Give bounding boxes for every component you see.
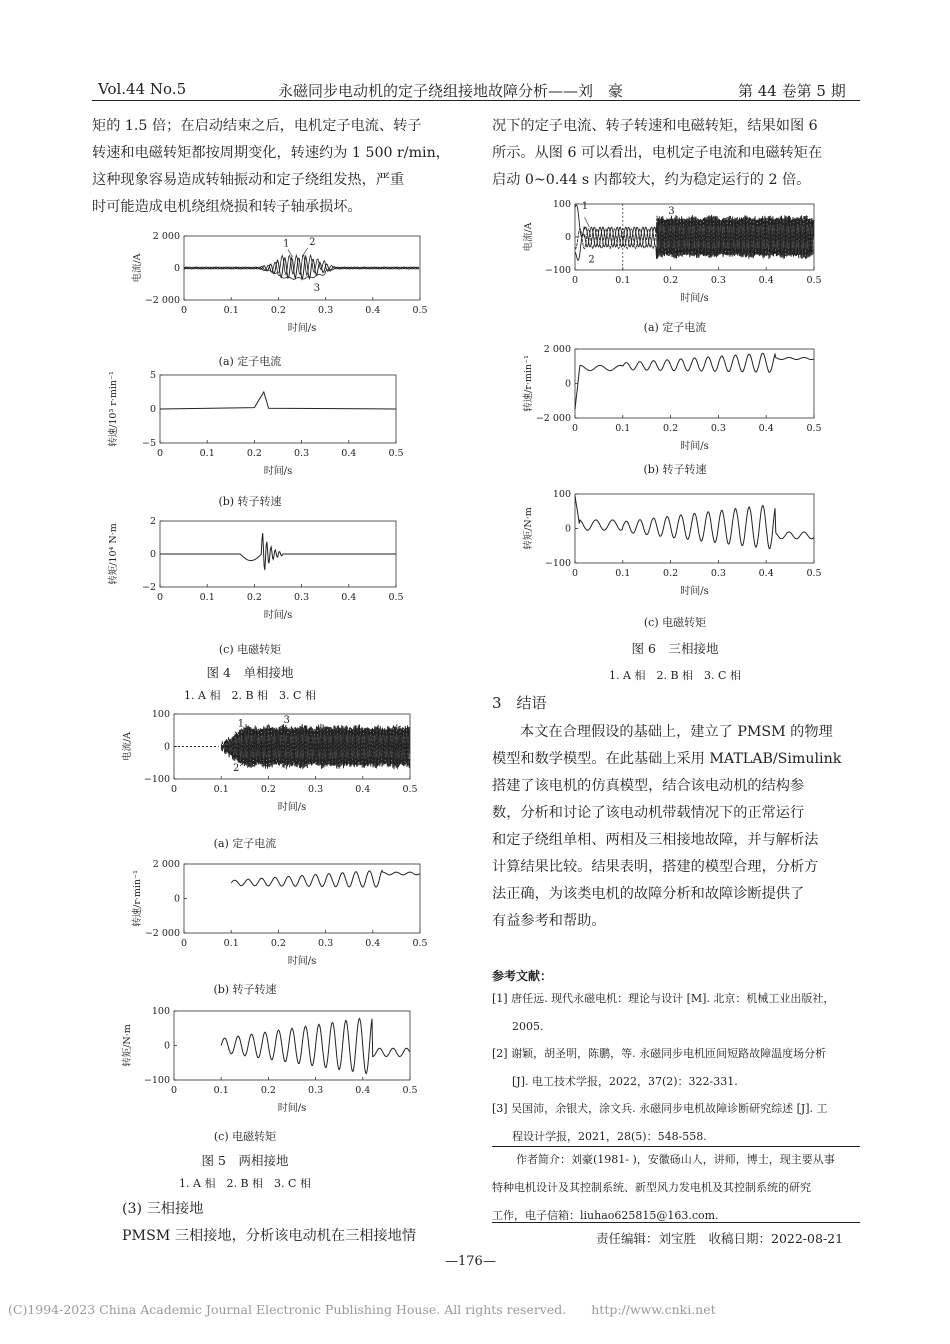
- fig5b-speed-line: [231, 871, 419, 888]
- fig5a-caption: (a) 定子电流: [213, 837, 277, 850]
- fig5a-ytick-label: −100: [143, 774, 170, 785]
- editor-rule: [492, 1222, 860, 1223]
- fig5b-xlabel: 时间/s: [287, 956, 317, 967]
- fig4a-series-b-label: 2: [309, 236, 316, 248]
- fig5a-ytick-label: 100: [151, 709, 170, 720]
- fig4-caption: 图 4 单相接地: [206, 665, 294, 680]
- fig4a-xtick-label: 0.3: [318, 305, 334, 316]
- fig6b-ytick-label: 2 000: [543, 344, 571, 355]
- fig4c-xtick-label: 0.3: [294, 592, 310, 603]
- fig6-legend: 1. A 相 2. B 相 3. C 相: [609, 669, 741, 682]
- fig6b-xtick-label: 0.2: [663, 423, 679, 434]
- fig4c-ytick-label: 0: [149, 549, 156, 560]
- reference-2: [2] 谢颖，胡圣明，陈鹏，等. 永磁同步电机匝间短路故障温度场分析 [J]. 电工技术学报，2022，37(2)：322-331.: [492, 1047, 827, 1088]
- fig4a-xtick-label: 0.1: [223, 305, 239, 316]
- conclusion-heading: 3 结语: [492, 694, 547, 712]
- fig4c-xtick-label: 0.2: [246, 592, 262, 603]
- header-issue: 第 44 卷第 5 期: [738, 82, 846, 100]
- fig4a-ylabel: 电流/A: [132, 253, 143, 283]
- fig5a-xtick-label: 0.4: [355, 784, 371, 795]
- fig6a-series-c-label: 3: [668, 205, 675, 217]
- fig4b-xtick-label: 0.4: [341, 448, 357, 459]
- fig5c-caption: (c) 电磁转矩: [213, 1130, 277, 1143]
- fig6b-ytick-label: −2 000: [535, 413, 571, 424]
- fig6c-xtick-label: 0: [571, 568, 579, 579]
- fig6c-xtick-label: 0.2: [663, 568, 679, 579]
- fig6a-ylabel: 电流/A: [523, 222, 534, 252]
- fig5b-caption: (b) 转子转速: [213, 983, 277, 996]
- page-number: —176—: [445, 1254, 496, 1269]
- fig6b-chart: [515, 335, 828, 454]
- fig5b-ylabel: 转速/r·min⁻¹: [132, 870, 143, 927]
- fig4a-chart: [124, 222, 434, 336]
- fig6c-xtick-label: 0.4: [758, 568, 774, 579]
- fig4b-xtick-label: 0.1: [199, 448, 215, 459]
- fig6b-xtick-label: 0.4: [758, 423, 774, 434]
- fig6c-ylabel: 转矩/N·m: [523, 507, 534, 550]
- fig5a-series-b-label: 2: [233, 762, 240, 774]
- reference-3: [3] 吴国沛，余银犬，涂文兵. 永磁同步电机故障诊断研究综述 [J]. 工 程设计学报，2021，28(5)：548-558.: [492, 1102, 828, 1143]
- fig4b-ytick-label: 5: [149, 370, 156, 381]
- fig6a-xtick-label: 0.5: [806, 275, 822, 286]
- fig4c-ylabel: 转矩/10⁴ N·m: [108, 523, 119, 585]
- right-paragraph: 况下的定子电流、转子转速和电磁转矩，结果如图 6 所示。从图 6 可以看出，电机定子电流和电磁转矩在 启动 0~0.44 s 内都较大，约为稳定运行的 2 倍。: [492, 118, 823, 188]
- fig6a-ytick-label: 100: [552, 199, 571, 210]
- fig4a-series-b-line: [184, 255, 419, 275]
- fig4c-xtick-label: 0.5: [388, 592, 404, 603]
- fig6b-speed-line: [575, 353, 814, 409]
- fig6b-xtick-label: 0.3: [710, 423, 726, 434]
- fig5b-chart: [124, 850, 434, 969]
- fig4a-xtick-label: 0.2: [270, 305, 286, 316]
- fig5b-xtick-label: 0: [180, 938, 188, 949]
- fig5a-xtick-label: 0.2: [260, 784, 276, 795]
- fig5a-xtick-label: 0.3: [308, 784, 324, 795]
- fig4a-ytick-label: 0: [173, 263, 180, 274]
- fig5c-ytick-label: −100: [143, 1075, 170, 1086]
- fig6c-ytick-label: −100: [544, 558, 571, 569]
- fig6a-series-b-label: 2: [588, 254, 595, 266]
- fig6c-xlabel: 时间/s: [680, 586, 709, 597]
- fig5a-xlabel: 时间/s: [277, 802, 307, 813]
- fig4a-xtick-label: 0: [180, 305, 188, 316]
- fig6a-xtick-label: 0.4: [758, 275, 774, 286]
- fig4a-series-a-label: 1: [283, 238, 290, 250]
- fig6-caption: 图 6 三相接地: [631, 641, 719, 656]
- fig4b-ylabel: 转速/10³ r·min⁻¹: [108, 371, 119, 447]
- fig5c-torque-line: [221, 1019, 409, 1074]
- fig6a-xtick-label: 0: [571, 275, 579, 286]
- fig4b-xtick-label: 0.5: [388, 448, 404, 459]
- references-heading: 参考文献：: [492, 969, 553, 983]
- fig6c-torque-line: [575, 496, 814, 549]
- fig5-caption: 图 5 两相接地: [201, 1153, 289, 1168]
- fig4a-leader-2: [302, 248, 308, 257]
- fig5b-ytick-label: −2 000: [144, 928, 180, 939]
- fig5b-xtick-label: 0.2: [270, 938, 286, 949]
- fig5c-ytick-label: 100: [151, 1006, 170, 1017]
- editor-info: 责任编辑：刘宝胜 收稿日期：2022-08-21: [596, 1231, 844, 1246]
- fig5c-xtick-label: 0.2: [260, 1085, 276, 1096]
- fig4a-xtick-label: 0.4: [365, 305, 381, 316]
- fig5c-chart: [114, 997, 424, 1116]
- fig5b-ytick-label: 0: [173, 893, 180, 905]
- fig4c-xlabel: 时间/s: [263, 610, 293, 621]
- fig5a-xtick-label: 0.1: [213, 784, 229, 795]
- fig5a-xtick-label: 0: [170, 784, 178, 795]
- fig4a-ytick-label: 2 000: [152, 231, 180, 242]
- fig4a-series-c-label: 3: [313, 283, 321, 295]
- fig4b-chart: [100, 361, 410, 479]
- fig6a-series-a-label: 1: [581, 200, 589, 212]
- fig6b-ytick-label: 0: [564, 378, 571, 390]
- fig6c-caption: (c) 电磁转矩: [643, 616, 707, 629]
- fig4b-xtick-label: 0: [156, 448, 164, 459]
- fig6b-xtick-label: 0: [571, 423, 579, 434]
- fig4c-chart: [100, 507, 410, 623]
- fig6c-chart: [515, 480, 828, 599]
- fig6c-ytick-label: 100: [552, 489, 571, 500]
- header-volume: Vol.44 No.5: [98, 80, 187, 98]
- fig5b-ytick-label: 2 000: [152, 859, 180, 870]
- fig5c-ylabel: 转矩/N·m: [122, 1024, 133, 1067]
- fig6b-ylabel: 转速/r·min⁻¹: [523, 355, 534, 412]
- fig6c-xtick-label: 0.1: [615, 568, 631, 579]
- fig4a-ytick-label: −2 000: [144, 295, 180, 306]
- fig6a-leader-1: [585, 217, 590, 227]
- fig5c-xlabel: 时间/s: [277, 1103, 307, 1114]
- fig6a-caption: (a) 定子电流: [643, 321, 707, 334]
- fig4a-xtick-label: 0.5: [412, 305, 428, 316]
- fig6a-xtick-label: 0.1: [615, 275, 631, 286]
- fig5c-xtick-label: 0.3: [308, 1085, 324, 1096]
- fig5a-series-c-label: 3: [283, 715, 290, 727]
- fig4c-xtick-label: 0.4: [341, 592, 357, 603]
- fig4c-xtick-label: 0: [156, 592, 164, 603]
- fig4a-caption: (a) 定子电流: [218, 355, 282, 368]
- fig5b-xtick-label: 0.1: [223, 938, 239, 949]
- fig4c-torque-line: [160, 533, 396, 570]
- fig5c-plot-frame: [174, 1011, 410, 1080]
- fig5a-series-a-label: 1: [237, 718, 245, 730]
- fig6b-xtick-label: 0.5: [806, 423, 822, 434]
- fig5-legend: 1. A 相 2. B 相 3. C 相: [179, 1177, 311, 1190]
- fig5a-ytick-label: 0: [163, 741, 170, 753]
- fig4a-leader-1: [288, 250, 293, 257]
- fig5a-chart: [114, 700, 424, 815]
- fig4c-ytick-label: 2: [149, 516, 156, 527]
- fig6b-xlabel: 时间/s: [680, 441, 709, 452]
- fig5c-xtick-label: 0.5: [402, 1085, 418, 1096]
- fig4a-xlabel: 时间/s: [287, 323, 317, 334]
- fig6c-xtick-label: 0.5: [806, 568, 822, 579]
- fig5a-ylabel: 电流/A: [122, 731, 133, 762]
- fig6b-caption: (b) 转子转速: [643, 463, 707, 476]
- fig6a-xtick-label: 0.2: [663, 275, 679, 286]
- header-title: 永磁同步电动机的定子绕组接地故障分析——刘 豪: [278, 82, 624, 100]
- fig4b-ytick-label: 0: [149, 404, 156, 415]
- fig5b-xtick-label: 0.5: [412, 938, 428, 949]
- fig6a-xlabel: 时间/s: [680, 293, 709, 304]
- fig5c-xtick-label: 0: [170, 1085, 178, 1096]
- fig6c-xtick-label: 0.3: [710, 568, 726, 579]
- fig5c-xtick-label: 0.1: [213, 1085, 229, 1096]
- fig6a-xtick-label: 0.3: [710, 275, 726, 286]
- fig4c-xtick-label: 0.1: [199, 592, 215, 603]
- left-paragraph: 矩的 1.5 倍；在启动结束之后，电机定子电流、转子 转速和电磁转矩都按周期变化，转速约为 1 500 r/min， 这种现象容易造成转轴振动和定子绕组发热，严重 时可能造成电机绕组烧损和转子轴承损坏。: [92, 118, 450, 215]
- fig6b-plot-frame: [575, 349, 814, 418]
- reference-1: [1] 唐任远. 现代永磁电机：理论与设计 [M]. 北京：机械工业出版社， 2005.: [492, 992, 835, 1033]
- fig5b-xtick-label: 0.3: [318, 938, 334, 949]
- fig5b-plot-frame: [184, 864, 420, 933]
- author-bio: 作者简介：刘豪(1981- )，安徽砀山人，讲师，博士，现主要从事 特种电机设计及其控制系统、新型风力发电机及其控制系统的研究 工作，电子信箱：liuhao625815@163.com.: [492, 1153, 835, 1222]
- fig5a-xtick-label: 0.5: [402, 784, 418, 795]
- fig4b-xlabel: 时间/s: [263, 466, 293, 477]
- fig4b-speed-line: [160, 392, 396, 409]
- fig6c-plot-frame: [575, 494, 814, 563]
- fig4b-ytick-label: −5: [141, 438, 156, 449]
- fig4c-ytick-label: −2: [141, 582, 156, 593]
- fig6a-ytick-label: −100: [544, 265, 571, 276]
- fig4-legend: 1. A 相 2. B 相 3. C 相: [184, 689, 316, 702]
- fig4b-xtick-label: 0.3: [294, 448, 310, 459]
- section3-text: PMSM 三相接地，分析该电动机在三相接地情: [122, 1228, 417, 1244]
- fig4b-caption: (b) 转子转速: [218, 495, 282, 508]
- fig5c-xtick-label: 0.4: [355, 1085, 371, 1096]
- header-rule: [92, 100, 860, 101]
- fig6a-chart: [515, 190, 828, 306]
- fig5c-ytick-label: 0: [163, 1040, 170, 1052]
- fig6a-ytick-label: 0: [564, 232, 571, 243]
- fig6b-xtick-label: 0.1: [615, 423, 631, 434]
- section3-subheading: (3) 三相接地: [122, 1201, 204, 1217]
- fig5b-xtick-label: 0.4: [365, 938, 381, 949]
- fig4b-xtick-label: 0.2: [246, 448, 262, 459]
- fig6c-ytick-label: 0: [564, 523, 571, 535]
- conclusion-body: 本文在合理假设的基础上，建立了 PMSM 的物理 模型和数学模型。在此基础上采用 MATLAB/Simulink 搭建了该电机的仿真模型，结合该电动机的结构参 数，分析和讨论了该电动机带载情况下的正常运行 和定子绕组单相、两相及三相接地故障，并与解析法 计算结果比较。结果表明，搭建的模型合理，分析方 法正确，为该类电机的故障分析和故障诊断提供了 有益参考和帮助。: [492, 724, 842, 929]
- fig4c-caption: (c) 电磁转矩: [218, 643, 282, 656]
- footer-copyright: (C)1994-2023 China Academic Journal Electronic Publishing House. All rights reserved. http://www.cnki.net: [8, 1302, 716, 1317]
